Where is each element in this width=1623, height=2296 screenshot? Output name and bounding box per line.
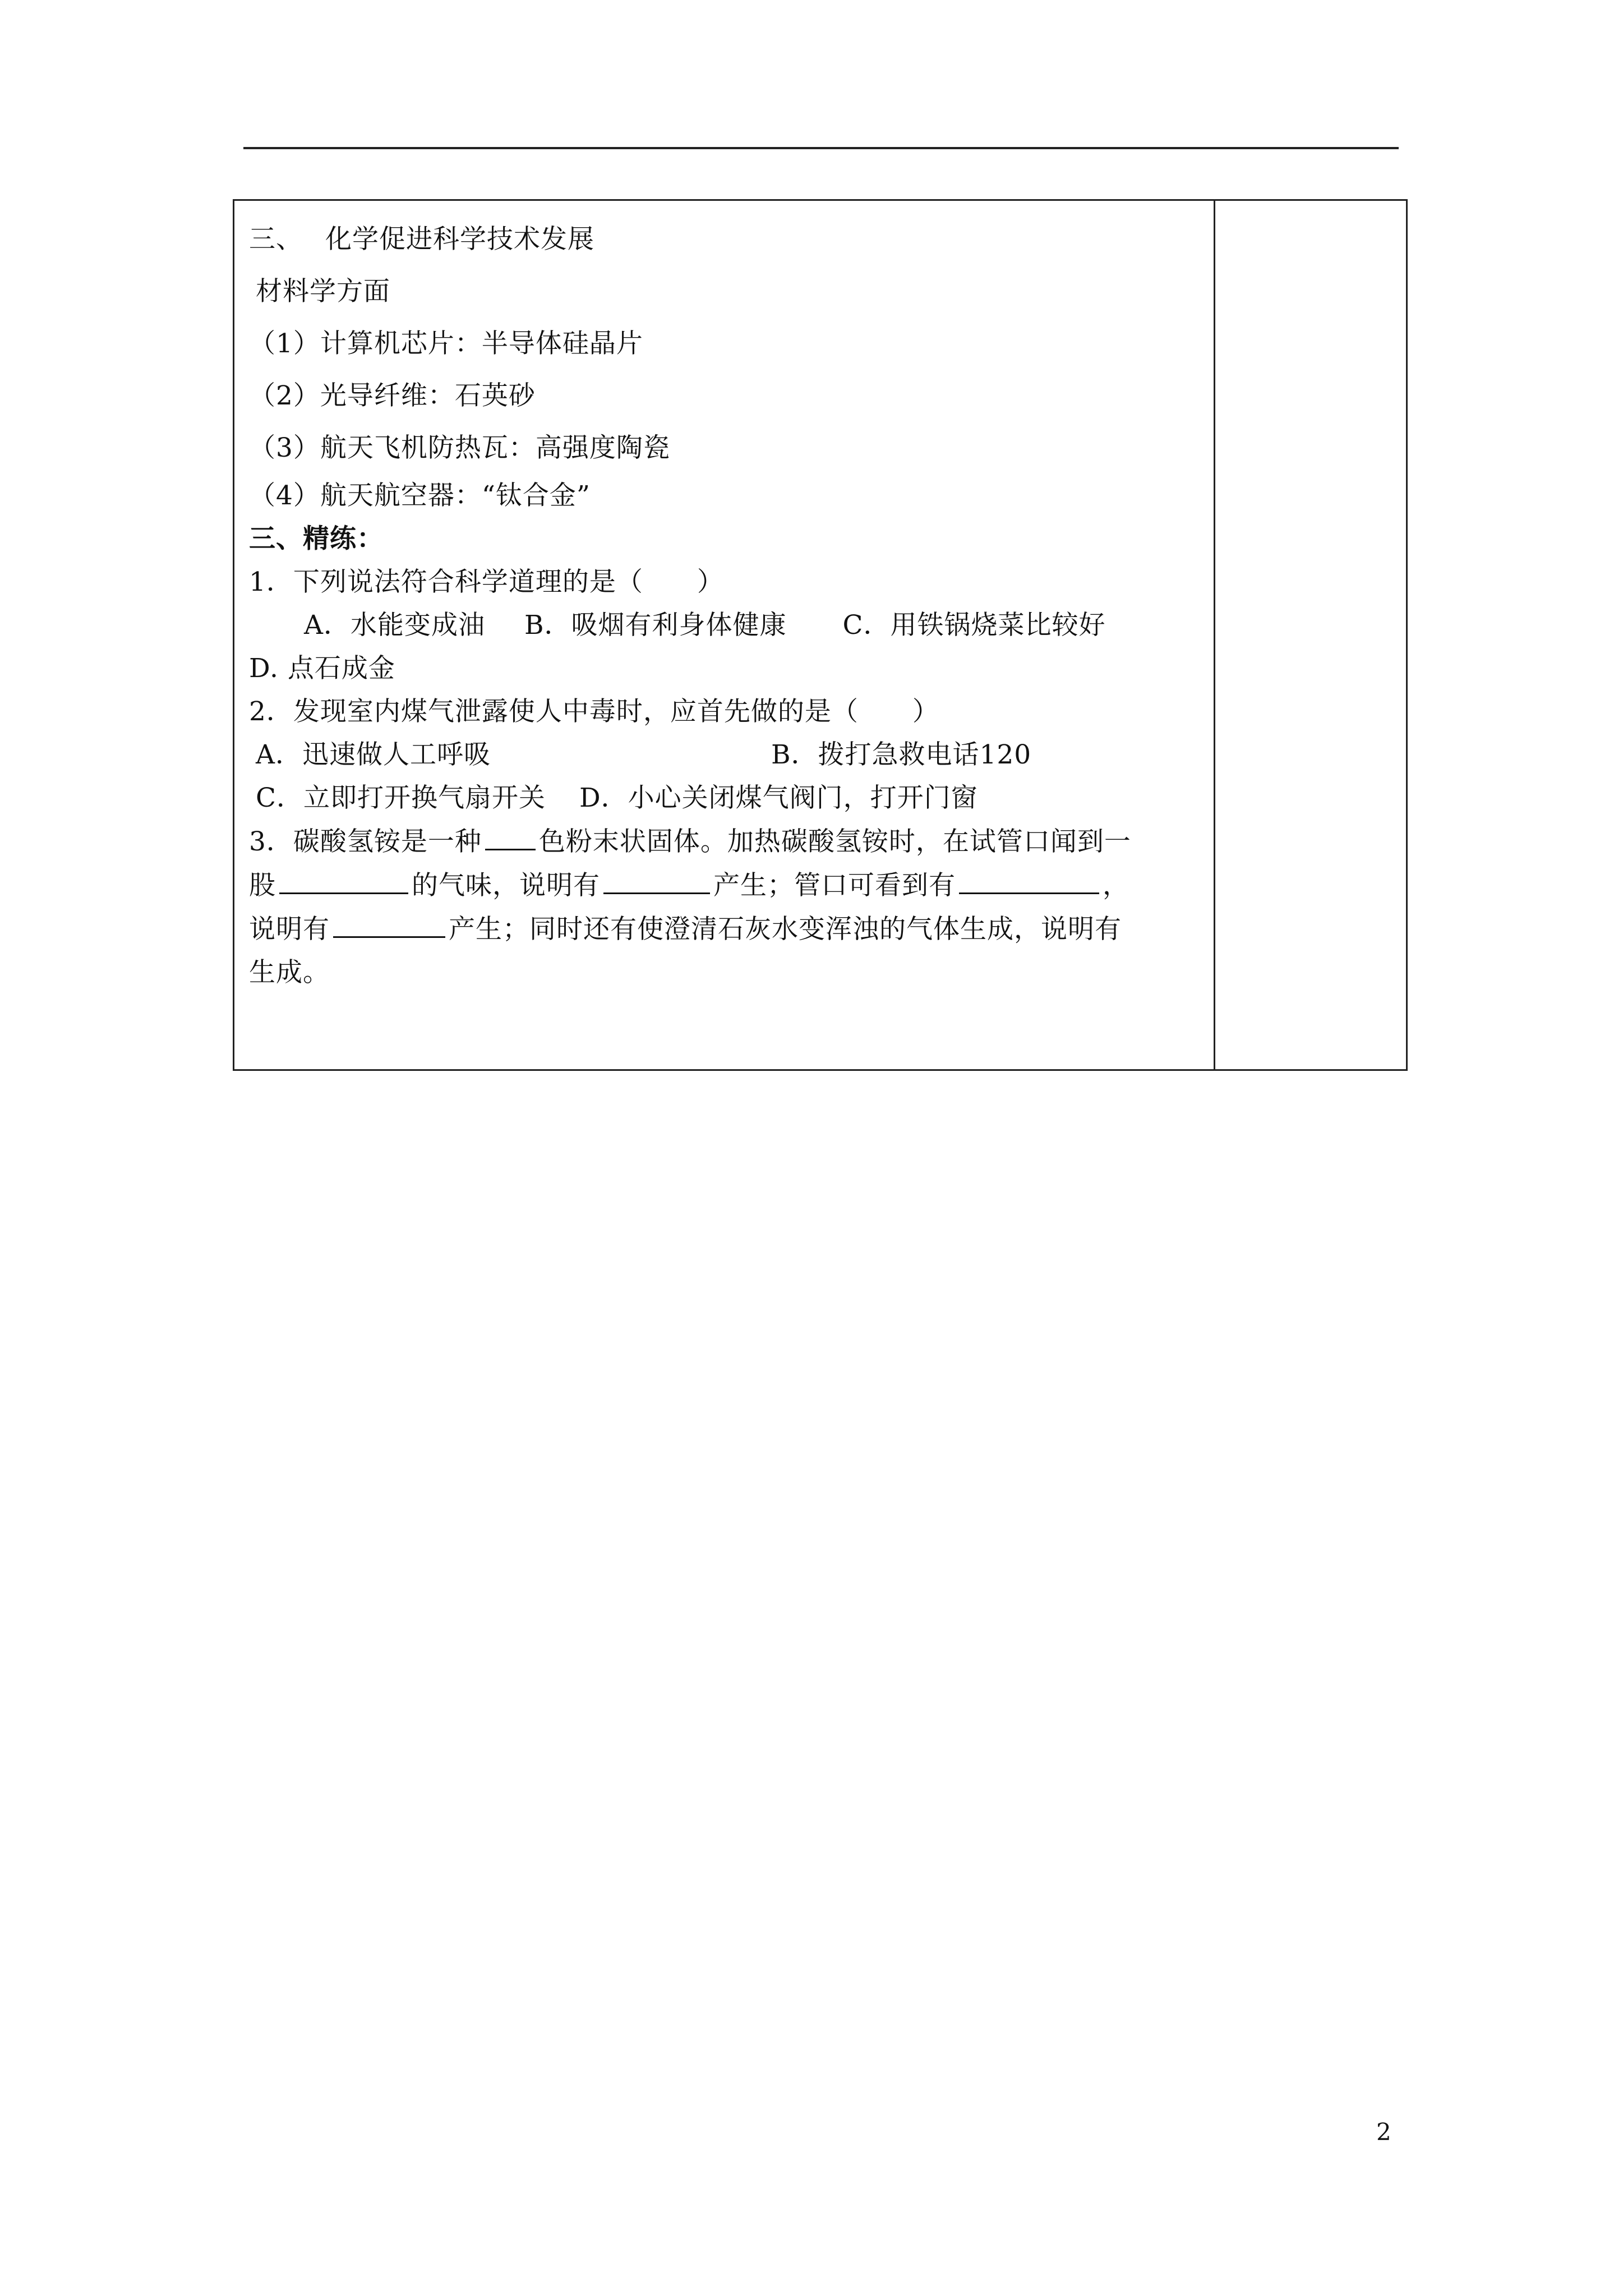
section-title-text: 化学促进科学技术发展: [325, 224, 594, 255]
q3-text: 的气味，说明有: [412, 870, 600, 901]
question-3-line2: [249, 863, 1202, 907]
section-title: [249, 213, 1202, 265]
q3-text: 产生；同时还有使澄清石灰水变浑浊的气体生成，说明有: [449, 914, 1122, 945]
content-table: [233, 199, 1408, 1071]
main-cell: [249, 213, 1202, 994]
header-rule: [243, 147, 1399, 149]
q3-text: 产生；管口可看到有: [713, 870, 956, 901]
question-3-line1: [249, 820, 1202, 863]
q1-option-a: A．水能变成油: [304, 610, 485, 641]
page-number: 2: [1376, 2118, 1391, 2146]
q3-text: 股: [249, 870, 276, 901]
materials-item: （1）计算机芯片：半导体硅晶片: [249, 328, 643, 359]
answer-blank-color[interactable]: [485, 820, 536, 850]
question-2-options-row1: [249, 733, 1202, 776]
materials-item: （2）光导纤维：石英砂: [249, 380, 536, 411]
q3-text: 说明有: [249, 914, 330, 945]
q2-option-c: C．立即打开换气扇开关: [256, 783, 546, 813]
question-2-stem: 2．发现室内煤气泄露使人中毒时，应首先做的是（ ）: [249, 696, 939, 727]
answer-blank-product[interactable]: [333, 907, 445, 938]
q3-text: 色粉末状固体。加热碳酸氢铵时，在试管口闻到一: [538, 826, 1131, 857]
q2-option-a: A．迅速做人工呼吸: [256, 739, 491, 770]
materials-heading: 材料学方面: [256, 276, 390, 307]
section-number: 三、: [249, 224, 303, 255]
question-2-options-row2: [249, 776, 1202, 820]
q2-option-d: D．小心关闭煤气阀门，打开门窗: [579, 783, 978, 813]
answer-blank-gas[interactable]: [603, 863, 710, 894]
materials-item: （4）航天航空器：“钛合金”: [249, 480, 591, 511]
question-3-line3: [249, 907, 1202, 951]
question-3-line4: 生成。: [249, 957, 330, 988]
practice-heading: 三、精练：: [249, 523, 384, 554]
materials-item: （3）航天飞机防热瓦：高强度陶瓷: [249, 432, 670, 463]
q1-option-c: C．用铁锅烧菜比较好: [842, 610, 1106, 641]
question-1-stem: 1．下列说法符合科学道理的是（ ）: [249, 567, 724, 597]
q1-option-d: D. 点石成金: [249, 653, 395, 684]
q3-text: 3．碳酸氢铵是一种: [249, 826, 482, 857]
q3-text: ，: [1103, 870, 1129, 901]
column-divider: [1214, 201, 1215, 1069]
q2-option-b: B．拨打急救电话120: [771, 739, 1032, 770]
answer-blank-observation[interactable]: [959, 863, 1099, 894]
q1-option-b: B．吸烟有利身体健康: [524, 610, 787, 641]
question-1-options: [249, 604, 1202, 647]
answer-blank-smell[interactable]: [279, 863, 408, 894]
